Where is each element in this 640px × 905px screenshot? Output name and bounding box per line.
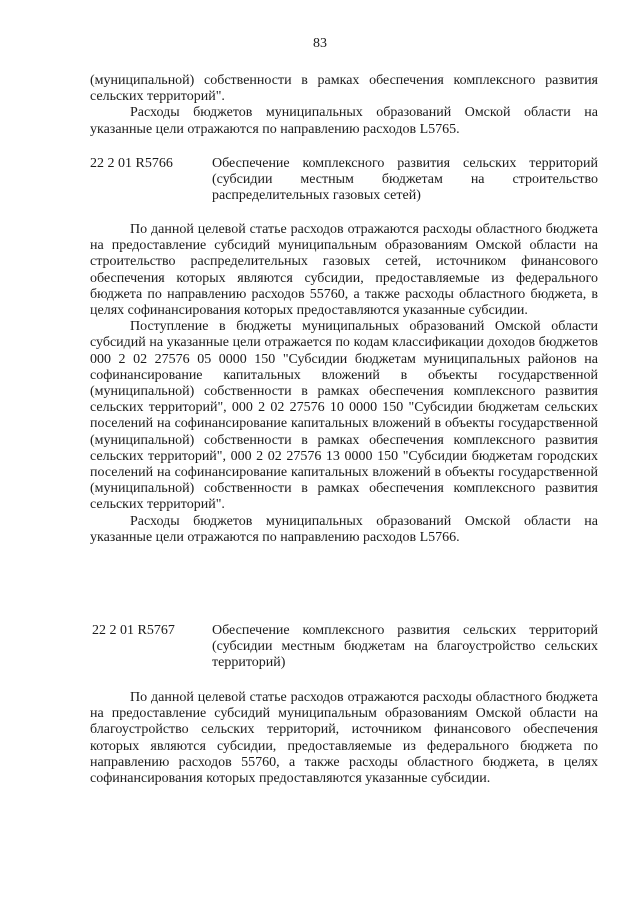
text-block-1 xyxy=(90,73,598,138)
paragraph: По данной целевой статье расходов отражаются расходы областного бюджета на предоставление субсидий муниципальным образованиям Омской области на благоустройство сельских территорий, источником финансового обеспечения которых являются субсидии, предоставляемые из федерального бюджета по направлению расходов 55760, а также расходы областного бюджета, в целях софинансирования которых предоставляются указанные субсидии. xyxy=(90,690,598,787)
paragraph: (муниципальной) собственности в рамках обеспечения комплексного развития сельских территорий". xyxy=(90,73,598,105)
code-description: Обеспечение комплексного развития сельских территорий (субсидии местным бюджетам на строительство распределительных газовых сетей) xyxy=(212,156,598,204)
code-description: Обеспечение комплексного развития сельских территорий (субсидии местным бюджетам на благоустройство сельских территорий) xyxy=(212,623,598,671)
text-block-2 xyxy=(90,222,598,546)
paragraph: Расходы бюджетов муниципальных образований Омской области на указанные цели отражаются по направлению расходов L5765. xyxy=(90,105,598,137)
page-number: 83 xyxy=(313,36,327,51)
classification-code: 22 2 01 R5766 xyxy=(90,156,173,171)
paragraph: Поступление в бюджеты муниципальных образований Омской области субсидий на указанные цели отражается по кодам классификации доходов бюджетов 000 2 02 27576 05 0000 150 "Субсидии бюджетам муниципальных районов на софинансирование капитальных вложений в объекты государственной (муниципальной) собственности в рамках обеспечения комплексного развития сельских территорий", 000 2 02 27576 10 0000 150 "Субсидии бюджетам сельских поселений на софинансирование капитальных вложений в объекты государственной (муниципальной) собственности в рамках обеспечения комплексного развития сельских территорий", 000 2 02 27576 13 0000 150 "Субсидии бюджетам городских поселений на софинансирование капитальных вложений в объекты государственной (муниципальной) собственности в рамках обеспечения комплексного развития сельских территорий". xyxy=(90,319,598,513)
paragraph: Расходы бюджетов муниципальных образований Омской области на указанные цели отражаются по направлению расходов L5766. xyxy=(90,513,598,545)
classification-code: 22 2 01 R5767 xyxy=(92,623,175,638)
paragraph: По данной целевой статье расходов отражаются расходы областного бюджета на предоставление субсидий муниципальным образованиям Омской области на строительство распределительных газовых сетей, источником финансового обеспечения которых являются субсидии, предоставляемые из федерального бюджета по направлению расходов 55760, а также расходы областного бюджета, в целях софинансирования которых предоставляются указанные субсидии. xyxy=(90,222,598,319)
text-block-3 xyxy=(90,690,598,787)
